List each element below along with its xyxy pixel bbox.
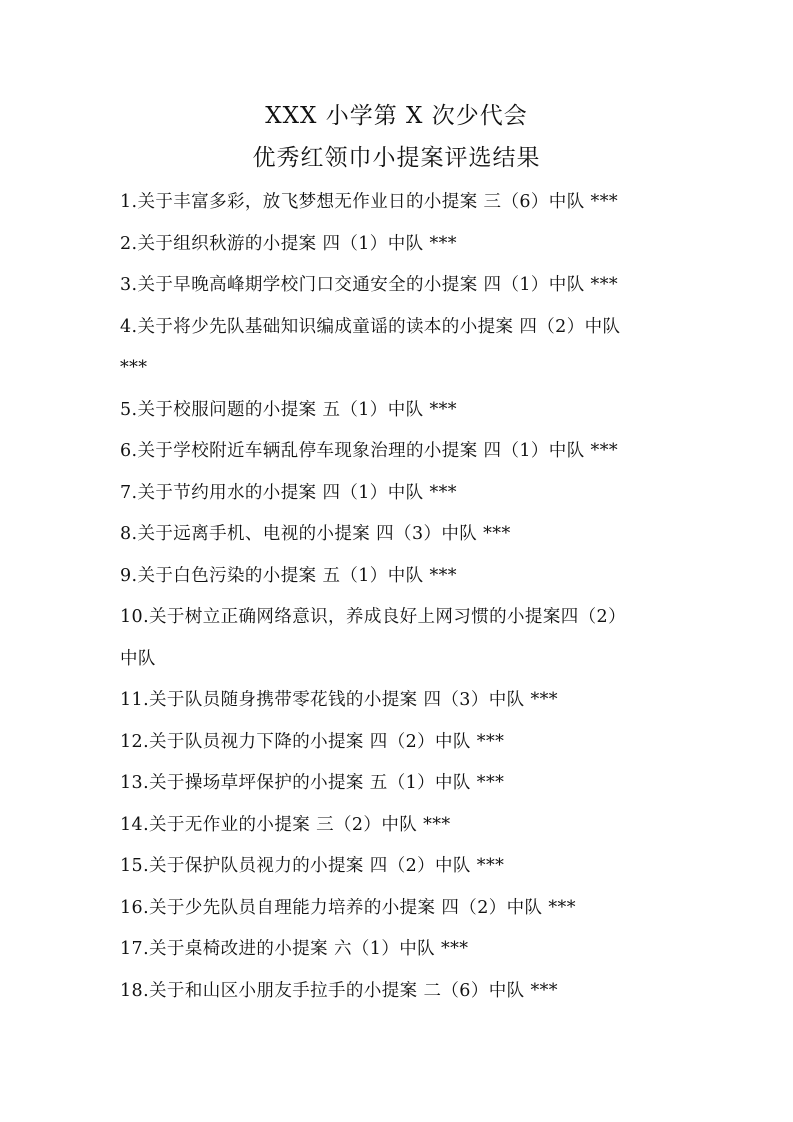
proposal-line: 17.关于桌椅改进的小提案 六（1）中队 *** [120,939,469,959]
proposal-line: 9.关于白色污染的小提案 五（1）中队 *** [120,565,457,586]
proposal-line: 14.关于无作业的小提案 三（2）中队 *** [120,814,451,835]
proposal-line: 10.关于树立正确网络意识，养成良好上网习惯的小提案四（2） [120,607,626,627]
proposal-line: 7.关于节约用水的小提案 四（1）中队 *** [120,482,457,503]
proposal-list [120,187,680,1017]
proposal-line: *** [120,358,148,378]
proposal-line: 8.关于远离手机、电视的小提案 四（3）中队 *** [120,524,511,544]
proposal-line: 3.关于早晚高峰期学校门口交通安全的小提案 四（1）中队 *** [120,275,619,295]
proposal-line: 中队 [120,648,156,669]
proposal-line: 12.关于队员视力下降的小提案 四（2）中队 *** [120,731,505,752]
proposal-line: 5.关于校服问题的小提案 五（1）中队 *** [120,399,457,420]
proposal-line: 4.关于将少先队基础知识编成童谣的读本的小提案 四（2）中队 [120,316,621,337]
proposal-line: 6.关于学校附近车辆乱停车现象治理的小提案 四（1）中队 *** [120,441,619,461]
document-subtitle: 优秀红领巾小提案评选结果 [252,145,541,171]
proposal-line: 2.关于组织秋游的小提案 四（1）中队 *** [120,233,457,254]
proposal-line: 11.关于队员随身携带零花钱的小提案 四（3）中队 *** [120,690,558,710]
proposal-line: 16.关于少先队员自理能力培养的小提案 四（2）中队 *** [120,897,576,918]
proposal-line: 13.关于操场草坪保护的小提案 五（1）中队 *** [120,773,505,793]
proposal-line: 1.关于丰富多彩，放飞梦想无作业日的小提案 三（6）中队 *** [120,192,619,212]
document-title: XXX 小学第 X 次少代会 [265,103,528,129]
proposal-line: 15.关于保护队员视力的小提案 四（2）中队 *** [120,856,505,876]
proposal-line: 18.关于和山区小朋友手拉手的小提案 二（6）中队 *** [120,980,558,1001]
